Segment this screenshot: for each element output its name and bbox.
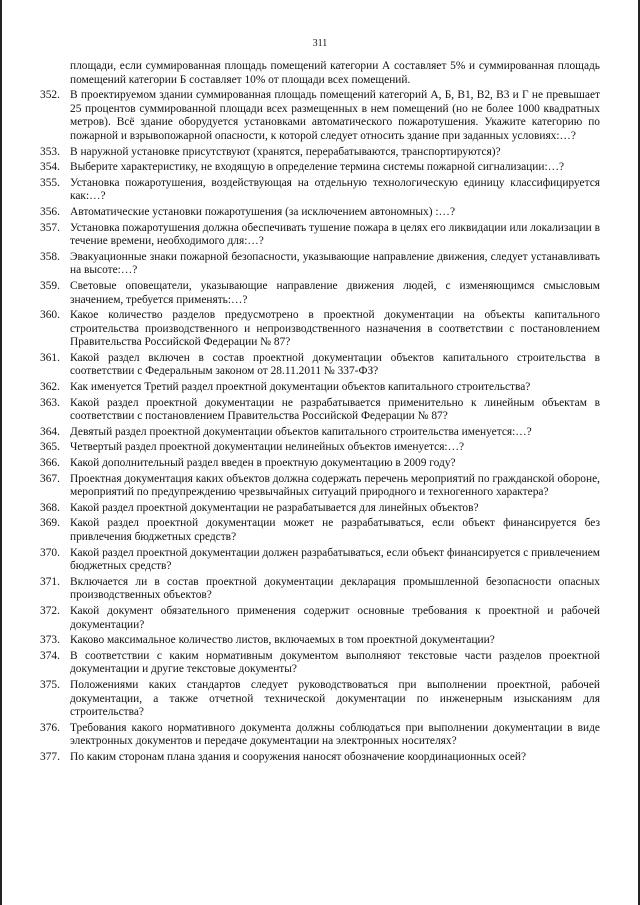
question-item (40, 634, 600, 648)
questions-container (40, 89, 600, 764)
question-number: 376. (40, 721, 60, 734)
question-item (40, 161, 600, 175)
question-item (40, 650, 600, 677)
question-item (40, 751, 600, 765)
question-text: Установка пожаротушения, воздействующая на отдельную технологическую единицу классифицируется как:…? (70, 176, 600, 203)
question-item (40, 397, 600, 424)
page-number: 311 (312, 38, 328, 49)
question-text: Какой дополнительный раздел введен в проектную документацию в 2009 году? (70, 457, 456, 470)
question-number: 356. (40, 205, 60, 218)
question-item (40, 222, 600, 249)
question-text: По каким сторонам плана здания и сооружения наносят обозначение координационных осей? (70, 750, 527, 763)
question-number: 355. (40, 176, 60, 189)
question-number: 374. (40, 649, 60, 662)
question-text: В проектируемом здании суммированная площадь помещений категорий А, Б, В1, В2, В3 и Г не превышает 25 процентов суммированной площади всех размещенных в нем помещений (но не более 1000 квадратных метров). Всё здание оборудуется установками автоматического пожаротушения. Укажите категорию по пожарной и взрывопожарной опасности, к которой следует относить здание при заданных условиях:…? (70, 89, 600, 142)
question-text: Какой раздел проектной документации может не разрабатываться, если объект финансируется без привлечения бюджетных средств? (70, 517, 600, 543)
question-number: 372. (40, 604, 60, 617)
question-item (40, 146, 600, 160)
question-text: Включается ли в состав проектной документации декларация промышленной безопасности опасных производственных объектов? (70, 575, 600, 602)
question-number: 357. (40, 221, 60, 234)
question-number: 377. (40, 750, 60, 763)
question-text: В наружной установке присутствуют (хранятся, перерабатываются, транспортируются)? (70, 145, 501, 158)
question-text: Какой раздел включен в состав проектной документации объектов капитального строительства в соответствии с Федеральным законом от 28.11.2011 № 337-ФЗ? (70, 351, 600, 378)
question-number: 373. (40, 634, 60, 647)
question-text: Эвакуационные знаки пожарной безопасности, указывающие направление движения, следует устанавливать на высоте:…? (70, 250, 600, 277)
question-text: Какой раздел проектной документации должен разрабатываться, если объект финансируется с привлечением бюджетных средств? (70, 546, 600, 573)
question-number: 364. (40, 425, 60, 438)
question-number: 359. (40, 279, 60, 292)
question-item (40, 89, 600, 143)
question-text: Какой раздел проектной документации не разрабатывается применительно к линейным объектам в соответствии с постановлением Правительства Российской Федерации № 87? (70, 396, 600, 423)
question-number: 369. (40, 517, 60, 530)
question-number: 360. (40, 309, 60, 322)
question-item (40, 177, 600, 204)
continued-paragraph: площади, если суммированная площадь помещений категории А составляет 5% и суммированная площадь помещений категории Б составляет 10% от площади всех помещений. (70, 60, 600, 86)
question-number: 358. (40, 250, 60, 263)
question-text: Световые оповещатели, указывающие направление движения людей, с изменяющимся смысловым значением, требуется применять:…? (70, 279, 600, 306)
question-item (40, 381, 600, 395)
question-text: В соответствии с каким нормативным документом выполняют текстовые части разделов проектной документации и другие текстовые документы? (70, 649, 600, 676)
question-item (40, 457, 600, 471)
question-list (40, 60, 600, 765)
question-item (40, 517, 600, 544)
question-item (40, 473, 600, 500)
question-number: 367. (40, 472, 60, 485)
question-number: 371. (40, 575, 60, 588)
question-number: 354. (40, 161, 60, 174)
question-text: Как именуется Третий раздел проектной документации объектов капитального строительства? (70, 381, 531, 394)
question-number: 365. (40, 441, 60, 454)
question-item (40, 547, 600, 574)
question-item (40, 251, 600, 278)
question-item (40, 280, 600, 307)
question-text: Каково максимальное количество листов, включаемых в том проектной документации? (70, 634, 495, 647)
question-item (40, 605, 600, 632)
question-item (40, 309, 600, 350)
question-number: 368. (40, 501, 60, 514)
question-number: 353. (40, 145, 60, 158)
question-text: Проектная документация каких объектов должна содержать перечень мероприятий по гражданской обороне, мероприятий по предупреждению чрезвычайных ситуаций природного и техногенного характера? (70, 472, 600, 499)
question-item (40, 352, 600, 379)
question-text: Девятый раздел проектной документации объектов капитального строительства именуется:…? (70, 425, 532, 438)
question-text: Положениями каких стандартов следует руководствоваться при выполнении проектной, рабочей документации, а также отчетной технической документации по инженерным изысканиям для строительства? (70, 678, 600, 719)
scan-left-edge (0, 0, 2, 905)
question-number: 363. (40, 396, 60, 409)
question-number: 352. (40, 89, 60, 102)
question-number: 375. (40, 678, 60, 691)
question-text: Автоматические установки пожаротушения (за исключением автономных) :…? (70, 205, 455, 218)
question-number: 362. (40, 381, 60, 394)
question-text: Четвертый раздел проектной документации нелинейных объектов именуется:…? (70, 441, 465, 454)
question-text: Выберите характеристику, не входящую в определение термина системы пожарной сигнализации:…? (70, 161, 565, 174)
question-item (40, 206, 600, 220)
question-item (40, 441, 600, 455)
question-text: Установка пожаротушения должна обеспечивать тушение пожара в целях его ликвидации или локализации в течение времени, необходимого для:…? (70, 221, 600, 248)
question-text: Какой документ обязательного применения содержит основные требования к проектной и рабочей документации? (70, 604, 600, 631)
question-item (40, 502, 600, 516)
question-text: Какое количество разделов предусмотрено в проектной документации на объекты капитального строительства производственного и непроизводственного назначения в соответствии с постановлением Правительства Российской Федерации № 87? (70, 309, 600, 349)
question-item (40, 722, 600, 749)
question-text: Требования какого нормативного документа должны соблюдаться при выполнении документации в виде электронных документов и передаче документации на электронных носителях? (70, 721, 600, 748)
question-item (40, 679, 600, 720)
question-number: 366. (40, 457, 60, 470)
question-item (40, 426, 600, 440)
question-number: 361. (40, 351, 60, 364)
question-item (40, 576, 600, 603)
question-text: Какой раздел проектной документации не разрабатывается для линейных объектов? (70, 501, 479, 514)
question-number: 370. (40, 546, 60, 559)
